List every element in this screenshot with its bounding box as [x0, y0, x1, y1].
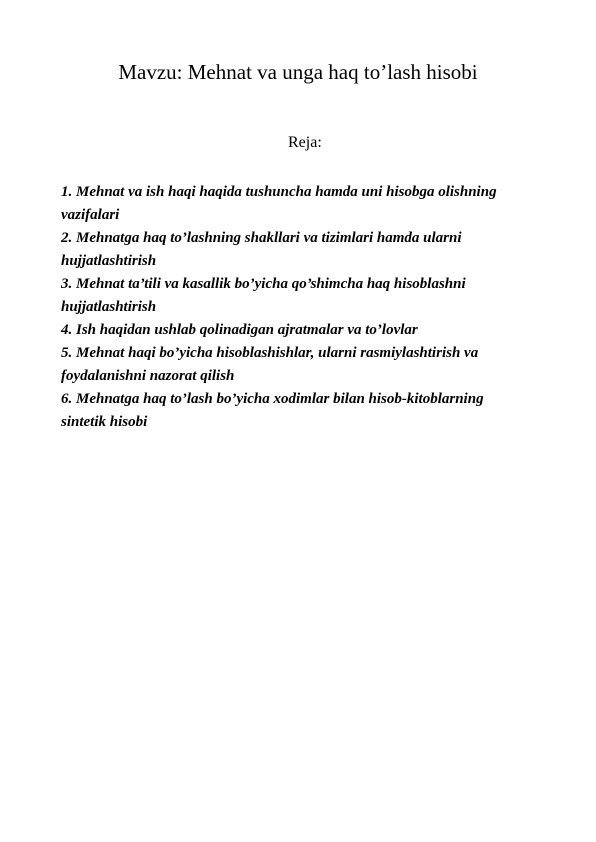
plan-item-line: 1. Mehnat va ish haqi haqida tushuncha hamda uni hisobga olishning: [61, 184, 497, 200]
plan-item-line: foydalanishni nazorat qilish: [61, 368, 235, 384]
plan-item-line: sintetik hisobi: [61, 414, 148, 430]
plan-item-line: 4. Ish haqidan ushlab qolinadigan ajratmalar va to’lovlar: [61, 322, 418, 338]
plan-list: [61, 181, 541, 434]
plan-item: [61, 227, 541, 273]
plan-item: [61, 273, 541, 319]
plan-item-line: vazifalari: [61, 207, 120, 223]
plan-item-line: 5. Mehnat haqi bo’yicha hisoblashishlar, ularni rasmiylashtirish va: [61, 345, 479, 361]
document-title: Mavzu: Mehnat va unga haq to’lash hisobi: [118, 60, 478, 84]
plan-item: [61, 388, 541, 434]
plan-item-line: 6. Mehnatga haq to’lash bo’yicha xodimlar bilan hisob-kitoblarning: [61, 391, 484, 407]
plan-item-line: hujjatlashtirish: [61, 253, 157, 269]
plan-heading: Reja:: [288, 134, 322, 151]
plan-item-line: hujjatlashtirish: [61, 299, 157, 315]
plan-item-line: 2. Mehnatga haq to’lashning shakllari va tizimlari hamda ularni: [61, 230, 462, 246]
plan-item-line: 3. Mehnat ta’tili va kasallik bo’yicha qo’shimcha haq hisoblashni: [61, 276, 466, 292]
plan-item: [61, 319, 541, 342]
plan-item: [61, 181, 541, 227]
plan-item: [61, 342, 541, 388]
